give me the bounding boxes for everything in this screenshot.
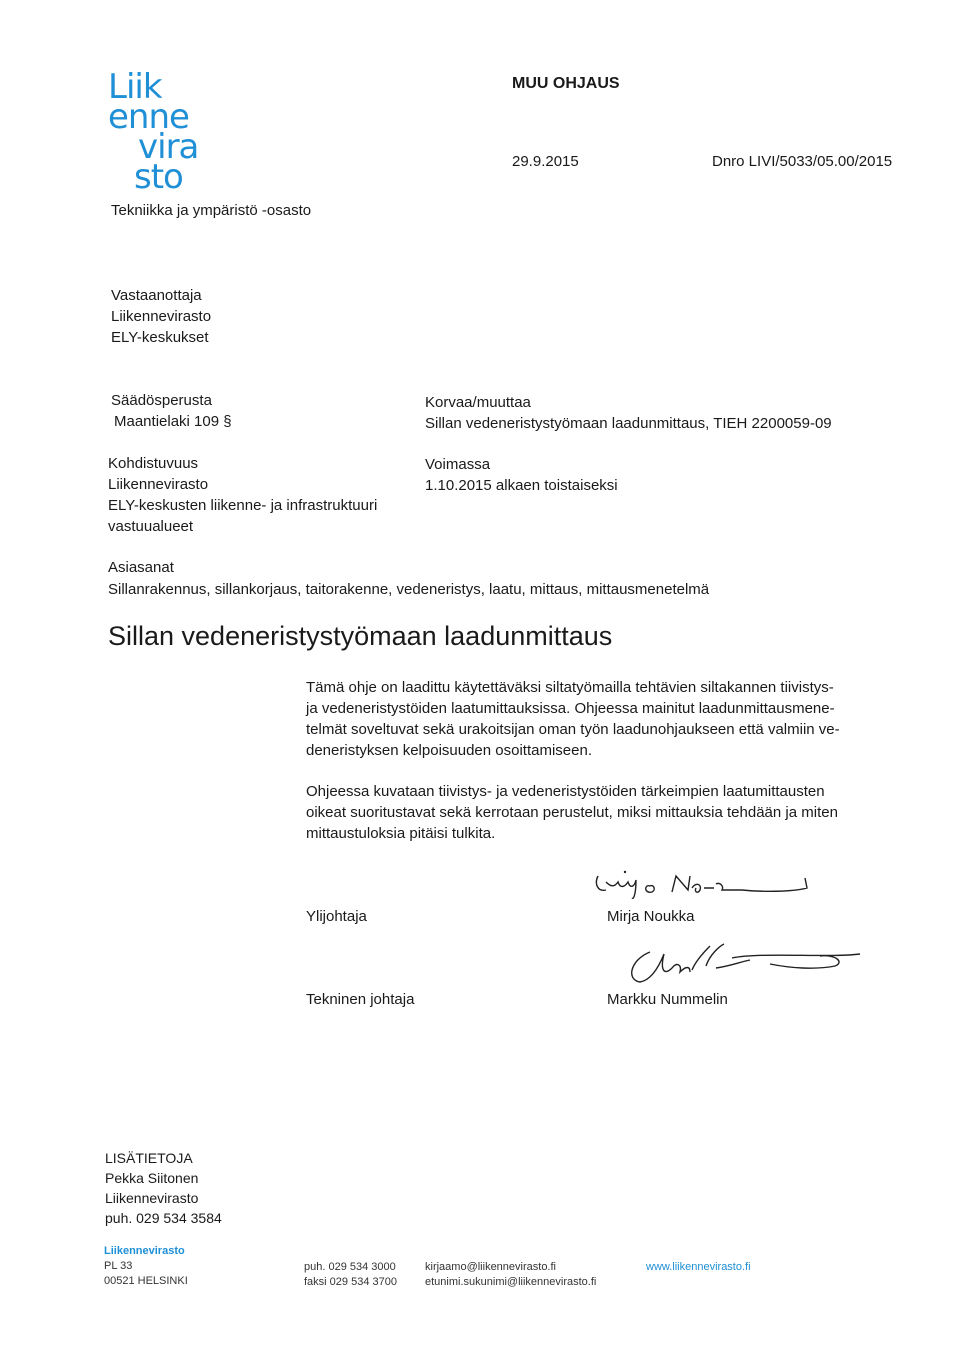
recipient-line: Liikennevirasto [111, 308, 212, 325]
legal-basis-value: Maantielaki 109 § [114, 413, 232, 430]
footer-phone [304, 1260, 397, 1290]
footer-email [425, 1260, 596, 1290]
replaces-value: Sillan vedeneristystyömaan laadunmittaus, TIEH 2200059-09 [425, 415, 832, 432]
logo-line: enne [108, 97, 189, 137]
paragraph-line: Tämä ohje on laadittu käytettäväksi siltatyömailla tehtävien siltakannen tiivistys- [306, 679, 834, 696]
logo-line: sto [134, 157, 183, 197]
footer-email-link[interactable]: etunimi.sukunimi@liikennevirasto.fi [425, 1276, 597, 1288]
replaces-label: Korvaa/muuttaa [425, 394, 531, 411]
footer-address-line: PL 33 [104, 1260, 133, 1272]
keywords-label: Asiasanat [108, 559, 174, 576]
footer-phone-number: puh. 029 534 3000 [304, 1261, 396, 1273]
contact-line: puh. 029 534 3584 [105, 1210, 222, 1226]
paragraph-line: Ohjeessa kuvataan tiivistys- ja vedeneristystöiden tärkeimpien laatumittausten [306, 783, 825, 800]
logo-line: Liik [108, 67, 162, 107]
legal-basis-label: Säädösperusta [111, 392, 212, 409]
signatory-role: Ylijohtaja [306, 908, 367, 925]
validity-value: 1.10.2015 alkaen toistaiseksi [425, 477, 618, 494]
contact-line: Pekka Siitonen [105, 1170, 199, 1186]
scope-line: vastuualueet [108, 518, 194, 535]
paragraph-line: oikeat suoritustavat sekä kerrotaan perustelut, miksi mittauksia tehdään ja miten [306, 804, 838, 821]
scope-line: Liikennevirasto [108, 476, 209, 493]
footer-email-link[interactable]: kirjaamo@liikennevirasto.fi [425, 1261, 556, 1273]
signature-markku-nummelin [620, 940, 870, 990]
paragraph-line: mittaustuloksia pitäisi tulkita. [306, 825, 496, 842]
scope-label: Kohdistuvuus [108, 455, 199, 472]
footer-fax-number: faksi 029 534 3700 [304, 1276, 397, 1288]
contact-label: LISÄTIETOJA [105, 1150, 193, 1166]
recipient-line: ELY-keskukset [111, 329, 209, 346]
footer-org: Liikennevirasto [104, 1245, 185, 1257]
scope-line: ELY-keskusten liikenne- ja infrastruktuuri [108, 497, 378, 514]
replaces-block [425, 392, 832, 434]
paragraph-1 [306, 677, 871, 761]
paragraph-2 [306, 781, 871, 844]
signatory-role: Tekninen johtaja [306, 991, 415, 1008]
document-title: Sillan vedeneristystyömaan laadunmittaus [108, 621, 613, 651]
liikennevirasto-logo [108, 67, 228, 197]
paragraph-line: deneristyksen kelpoisuuden osoittamiseen. [306, 742, 593, 759]
validity-label: Voimassa [425, 456, 491, 473]
recipient-label: Vastaanottaja [111, 287, 202, 304]
keywords-value: Sillanrakennus, sillankorjaus, taitorakenne, vedeneristys, laatu, mittaus, mittausmenetelmä [108, 581, 710, 598]
logo-line: vira [138, 127, 199, 167]
recipient-block [111, 285, 211, 348]
signatory-name: Markku Nummelin [607, 991, 728, 1008]
keywords-block [108, 557, 709, 601]
legal-basis-block [111, 390, 232, 432]
document-number: Dnro LIVI/5033/05.00/2015 [712, 153, 893, 170]
contact-line: Liikennevirasto [105, 1190, 199, 1206]
footer-address-line: 00521 HELSINKI [104, 1275, 188, 1287]
validity-block [425, 454, 618, 496]
paragraph-line: ja vedeneristystöiden laatumittauksissa. Ohjeessa mainitut laadunmittausmene- [306, 700, 835, 717]
signature-mirja-noukka [592, 862, 822, 906]
department: Tekniikka ja ympäristö -osasto [111, 202, 312, 219]
paragraph-line: telmät soveltuvat sekä urakoitsijan oman työn laadunohjaukseen että valmiin ve- [306, 721, 840, 738]
document-date: 29.9.2015 [512, 153, 579, 170]
document-type: MUU OHJAUS [512, 75, 620, 92]
footer-website-link[interactable]: www.liikennevirasto.fi [646, 1261, 751, 1273]
footer-address [104, 1244, 188, 1289]
scope-block [108, 453, 377, 537]
contact-block [105, 1148, 222, 1228]
signatory-name: Mirja Noukka [607, 908, 695, 925]
